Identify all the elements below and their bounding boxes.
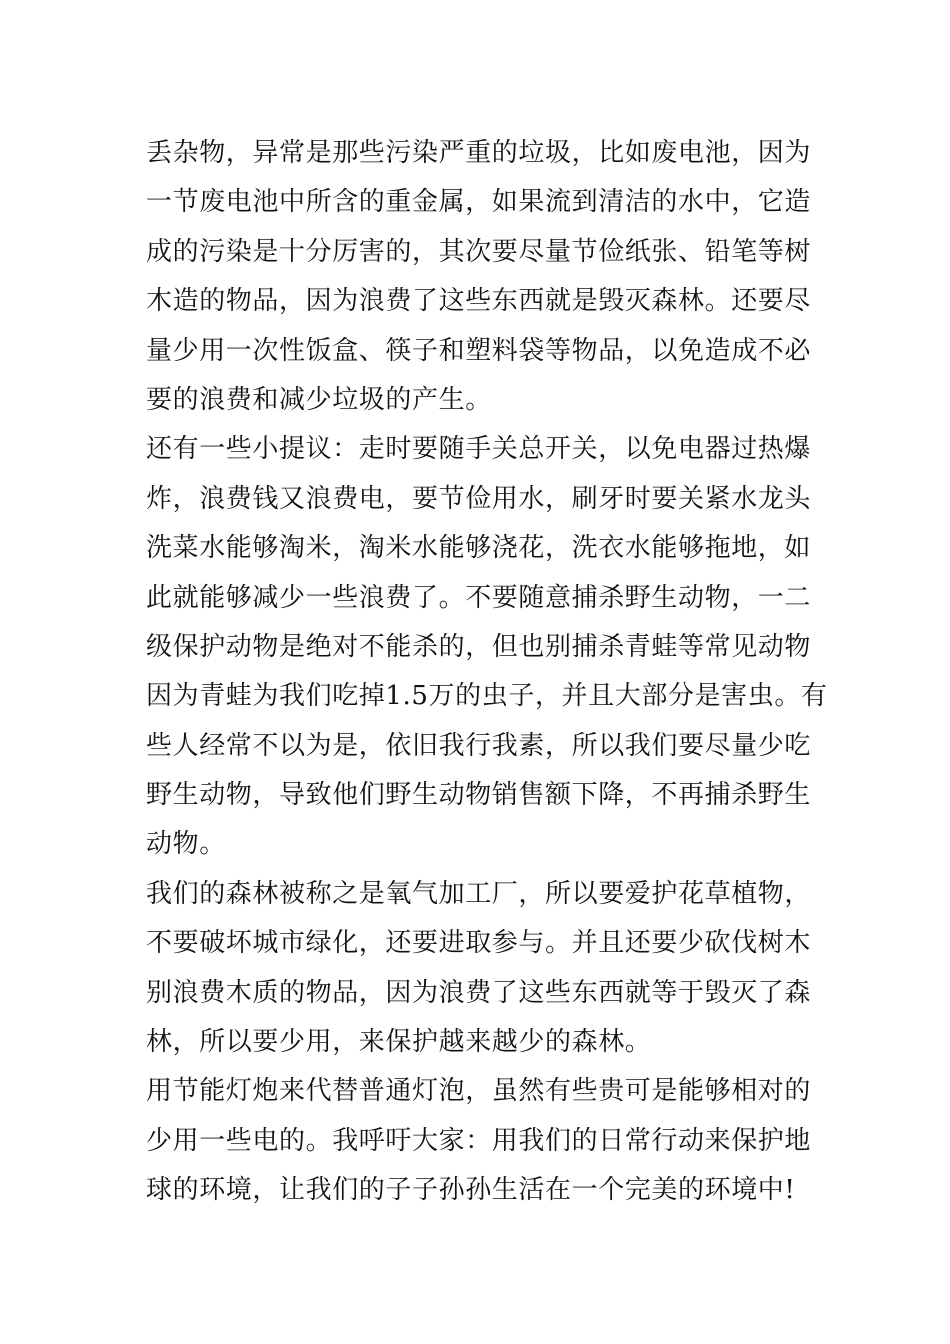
text-line: 成的污染是十分厉害的，其次要尽量节俭纸张、铅笔等树 — [146, 236, 812, 267]
text-line: 要的浪费和减少垃圾的产生。 — [146, 384, 492, 415]
text-line: 还有一些小提议：走时要随手关总开关，以免电器过热爆 — [146, 434, 812, 465]
text-line: 我们的森林被称之是氧气加工厂，所以要爱护花草植物， — [146, 878, 812, 909]
text-line: 洗菜水能够淘米，淘米水能够浇花，洗衣水能够拖地，如 — [146, 533, 812, 564]
text-line: 些人经常不以为是，依旧我行我素，所以我们要尽量少吃 — [146, 730, 812, 761]
text-line: 此就能够减少一些浪费了。不要随意捕杀野生动物，一二 — [146, 582, 812, 613]
text-line: 球的环境，让我们的子子孙孙生活在一个完美的环境中! — [146, 1175, 796, 1206]
text-line: 炸，浪费钱又浪费电，要节俭用水，刷牙时要关紧水龙头 — [146, 483, 812, 514]
text-line: 野生动物，导致他们野生动物销售额下降，不再捕杀野生 — [146, 780, 812, 811]
text-line: 不要破坏城市绿化，还要进取参与。并且还要少砍伐树木 — [146, 928, 812, 959]
text-line: 少用一些电的。我呼吁大家：用我们的日常行动来保护地 — [146, 1125, 812, 1156]
text-line: 别浪费木质的物品，因为浪费了这些东西就等于毁灭了森 — [146, 977, 812, 1008]
text-line: 级保护动物是绝对不能杀的，但也别捕杀青蛙等常见动物 — [146, 631, 812, 662]
text-line: 量少用一次性饭盒、筷子和塑料袋等物品，以免造成不必 — [146, 335, 812, 366]
text-line: 一节废电池中所含的重金属，如果流到清洁的水中，它造 — [146, 187, 812, 218]
text-line: 丢杂物，异常是那些污染严重的垃圾，比如废电池，因为 — [146, 138, 812, 168]
text-line: 用节能灯炮来代替普通灯泡，虽然有些贵可是能够相对的 — [146, 1076, 812, 1107]
document-body — [146, 129, 828, 1216]
text-line: 木造的物品，因为浪费了这些东西就是毁灭森林。还要尽 — [146, 286, 812, 317]
text-line: 因为青蛙为我们吃掉1.5万的虫子，并且大部分是害虫。有 — [146, 681, 828, 712]
text-line: 动物。 — [146, 829, 226, 860]
text-line: 林，所以要少用，来保护越来越少的森林。 — [146, 1027, 652, 1058]
